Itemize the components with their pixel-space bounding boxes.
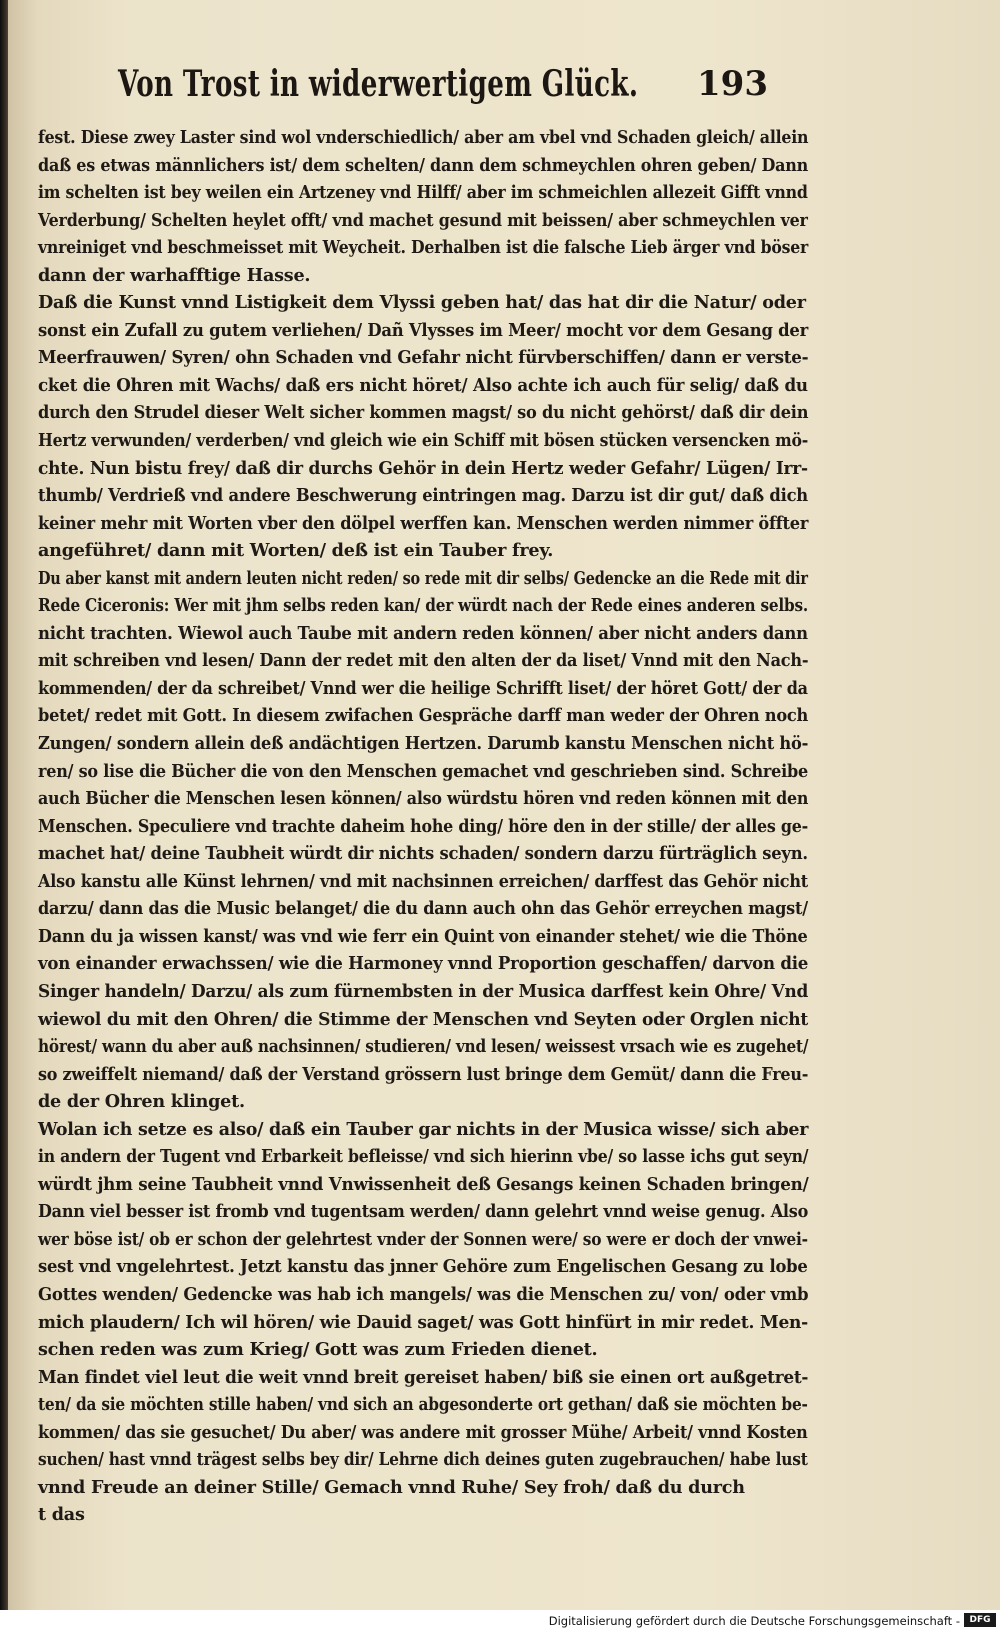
text-line: würdt jhm seine Taubheit vnnd Vnwissenheit deß Gesangs keinen Schaden bringen/	[38, 1173, 809, 1195]
text-line: t das	[38, 1504, 85, 1526]
text-line: de der Ohren klinget.	[38, 1091, 245, 1113]
text-line: sonst ein Zufall zu gutem verliehen/ Dañ Vlysses im Meer/ mocht vor dem Gesang der	[38, 319, 809, 341]
text-line: wiewol du mit den Ohren/ die Stimme der Menschen vnd Seyten oder Orglen nicht	[38, 1008, 809, 1030]
text-line: kommen/ das sie gesuchet/ Du aber/ was andere mit grosser Mühe/ Arbeit/ vnnd Kosten	[38, 1421, 808, 1443]
book-page	[8, 0, 1000, 1610]
text-line: schen reden was zum Krieg/ Gott was zum Frieden dienet.	[38, 1339, 598, 1361]
text-line: auch Bücher die Menschen lesen können/ also würdstu hören vnd reden können mit den	[38, 788, 809, 810]
text-line: wer böse ist/ ob er schon der gelehrtest vnder der Sonnen were/ so were er doch der vnwei-	[38, 1228, 808, 1250]
text-line: darzu/ dann das die Music belanget/ die du dann auch ohn das Gehör erreychen magst/	[38, 898, 808, 920]
text-line: durch den Strudel dieser Welt sicher kommen magst/ so du nicht gehörst/ daß dir dein	[38, 402, 809, 424]
text-line: Gottes wenden/ Gedencke was hab ich mangels/ was die Menschen zu/ von/ oder vmb	[38, 1283, 809, 1305]
text-line: ten/ da sie möchten stille haben/ vnd sich an abgesonderte ort gethan/ daß sie möchten be-	[38, 1394, 808, 1416]
text-line: hörest/ wann du aber auß nachsinnen/ studieren/ vnd lesen/ weissest vrsach wie es zugehet/	[38, 1036, 809, 1058]
text-line: Man findet viel leut die weit vnnd breit gereiset haben/ biß sie einen ort außgetret-	[38, 1366, 809, 1388]
funding-credit: Digitalisierung gefördert durch die Deutsche Forschungsgemeinschaft -	[548, 1614, 960, 1628]
dfg-logo: DFG	[964, 1613, 996, 1627]
text-line: dann der warhafftige Hasse.	[38, 264, 311, 286]
running-head	[118, 56, 768, 120]
text-line: Zungen/ sondern allein deß andächtigen Hertzen. Darumb kanstu Menschen nicht hö-	[38, 733, 809, 755]
text-line: mit schreiben vnd lesen/ Dann der redet mit den alten der da liset/ Vnnd mit den Nach-	[38, 650, 809, 672]
page-number: 193	[697, 64, 768, 104]
page-title: Von Trost in widerwertigem Glück.	[118, 63, 639, 105]
text-line: Dann viel besser ist fromb vnd tugentsam werden/ dann gelehrt vnnd weise genug. Also	[38, 1201, 809, 1223]
text-line: vnreiniget vnd beschmeisset mit Weycheit. Derhalben ist die falsche Lieb ärger vnd böser	[38, 237, 809, 259]
text-line: Du aber kanst mit andern leuten nicht reden/ so rede mit dir selbs/ Gedencke an die Rede mit dir	[38, 567, 808, 589]
text-line: Verderbung/ Schelten heylet offt/ vnd machet gesund mit beissen/ aber schmeychlen ver	[38, 209, 808, 231]
text-line: Wolan ich setze es also/ daß ein Tauber gar nichts in der Musica wisse/ sich aber	[38, 1118, 809, 1140]
text-line: betet/ redet mit Gott. In diesem zwifachen Gespräche darff man weder der Ohren noch	[38, 705, 809, 727]
text-line: Dann du ja wissen kanst/ was vnd wie ferr ein Quint von einander stehet/ wie die Thöne	[38, 925, 808, 947]
text-line: Hertz verwunden/ verderben/ vnd gleich wie ein Schiff mit bösen stücken versencken mö-	[38, 430, 809, 452]
text-line: thumb/ Verdrieß vnd andere Beschwerung eintringen mag. Darzu ist dir gut/ daß dich	[38, 485, 808, 507]
text-line: vnnd Freude an deiner Stille/ Gemach vnnd Ruhe/ Sey froh/ daß du durch	[38, 1476, 745, 1498]
text-line: von einander erwachssen/ wie die Harmoney vnnd Proportion geschaffen/ darvon die	[38, 953, 809, 975]
text-line: sest vnd vngelehrtest. Jetzt kanstu das jnner Gehöre zum Engelischen Gesang zu lobe	[38, 1256, 808, 1278]
text-line: Menschen. Speculiere vnd trachte daheim hohe ding/ höre den in der stille/ der alles ge-	[38, 815, 809, 837]
text-line: keiner mehr mit Worten vber den dölpel werffen kan. Menschen werden nimmer öffter	[38, 512, 809, 534]
text-line: ren/ so lise die Bücher die von den Menschen gemachet vnd geschrieben sind. Schreibe	[38, 760, 808, 782]
body-text	[38, 124, 808, 1529]
text-line: so zweiffelt niemand/ daß der Verstand grössern lust bringe dem Gemüt/ dann die Freu-	[38, 1063, 809, 1085]
text-line: Singer handeln/ Darzu/ als zum fürnembsten in der Musica darffest kein Ohre/ Vnd	[38, 980, 809, 1002]
text-line: Also kanstu alle Künst lehrnen/ vnd mit nachsinnen erreichen/ darffest das Gehör nicht	[38, 870, 808, 892]
text-line: daß es etwas männlichers ist/ dem schelten/ dann dem schmeychlen ohren geben/ Dann	[38, 154, 809, 176]
text-line: Rede Ciceronis: Wer mit jhm selbs reden kan/ der würdt nach der Rede eines anderen selbs.	[38, 595, 808, 617]
text-line: machet hat/ deine Taubheit würdt dir nichts schaden/ sondern darzu fürträglich seyn.	[38, 843, 808, 865]
text-line: suchen/ hast vnnd trägest selbs bey dir/ Lehrne dich deines guten zugebrauchen/ habe lust	[38, 1449, 808, 1471]
text-line: kommenden/ der da schreibet/ Vnnd wer die heilige Schrifft liset/ der höret Gott/ der da	[38, 677, 808, 699]
text-line: nicht trachten. Wiewol auch Taube mit andern reden können/ aber nicht anders dann	[38, 622, 808, 644]
text-line: cket die Ohren mit Wachs/ daß ers nicht höret/ Also achte ich auch für selig/ daß du	[38, 374, 808, 396]
text-line: in andern der Tugent vnd Erbarkeit befleisse/ vnd sich hierinn vbe/ so lasse ichs gut seyn/	[38, 1146, 809, 1168]
text-line: angeführet/ dann mit Worten/ deß ist ein Tauber frey.	[38, 540, 554, 562]
text-line: chte. Nun bistu frey/ daß dir durchs Gehör in dein Hertz weder Gefahr/ Lügen/ Irr-	[38, 457, 808, 479]
text-line: im schelten ist bey weilen ein Artzeney vnd Hilff/ aber im schmeichlen allezeit Gifft vnnd	[38, 182, 808, 204]
text-line: mich plaudern/ Ich wil hören/ wie Dauid saget/ was Gott hinfürt in mir redet. Men-	[38, 1311, 808, 1333]
text-line: Meerfrauwen/ Syren/ ohn Schaden vnd Gefahr nicht fürvberschiffen/ dann er verste-	[38, 347, 809, 369]
text-line: fest. Diese zwey Laster sind wol vnderschiedlich/ aber am vbel vnd Schaden gleich/ allein	[38, 127, 809, 148]
digitization-footer	[0, 1610, 1000, 1632]
text-line: Daß die Kunst vnnd Listigkeit dem Vlyssi geben hat/ das hat dir die Natur/ oder	[38, 292, 806, 314]
